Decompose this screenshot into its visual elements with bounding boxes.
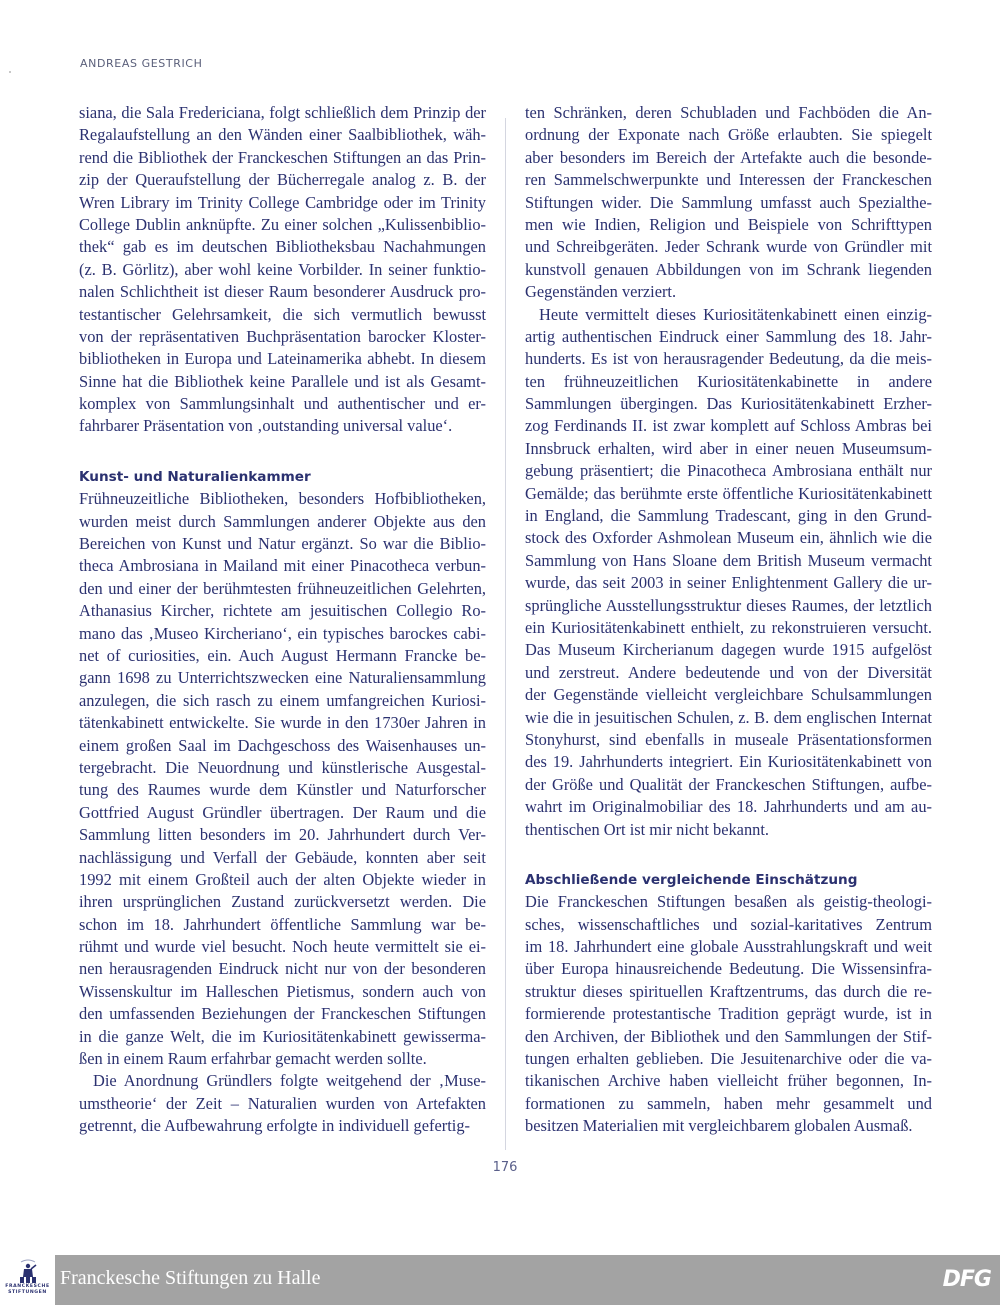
text-line: ren Sammelschwerpunkte und Interessen der Franckeschen: [525, 170, 932, 190]
paragraph: [79, 102, 486, 438]
text-line: schon im 18. Jahrhundert öffentliche Sammlung war be-: [79, 914, 486, 934]
text-line: Wissenskultur im Halleschen Pietismus, sondern auch von: [79, 981, 486, 1001]
text-line: tikanischen Archive haben vielleicht früher begonnen, In-: [525, 1071, 932, 1091]
text-line: rend die Bibliothek der Franckeschen Stiftungen an das Prin-: [79, 147, 486, 167]
footer-title: Franckesche Stiftungen zu Halle: [60, 1267, 321, 1289]
text-line: Stonyhurst, sind ebenfalls in museale Präsentationsformen: [525, 729, 932, 749]
text-line: formationen zu sammeln, haben mehr gesammelt und: [525, 1093, 932, 1113]
text-line: Gegenständen verziert.: [525, 282, 677, 302]
text-line: theca Ambrosiana in Mailand mit einer Pinacotheca verbun-: [79, 556, 486, 576]
text-line: nen herausragenden Eindruck nicht nur von der besonderen: [79, 959, 486, 979]
right-column: [525, 102, 932, 1138]
text-line: Bereichen von Kunst und Natur ergänzt. So war die Biblio-: [79, 534, 486, 554]
text-line: Stiftungen wider. Die Sammlung umfasst auch Spezialthe-: [525, 192, 932, 212]
text-line: Innsbruck erhalten, wird aber in einer neuen Museumsum-: [525, 438, 932, 458]
page-number: 176: [492, 1160, 518, 1175]
text-line: kunstvoll genauen Abbildungen von im Schrank liegenden: [525, 259, 932, 279]
text-line: ßen in einem Raum erfahrbar gemacht werden sollte.: [79, 1049, 427, 1069]
section-heading: Kunst- und Naturalienkammer: [79, 468, 311, 485]
section-heading: Abschließende vergleichende Einschätzung: [525, 871, 858, 888]
text-line: über Europa hinausreichende Bedeutung. Die Wissensinfra-: [525, 959, 932, 979]
text-line: tung des Raumes wurde dem Künstler und Naturforscher: [79, 780, 486, 800]
text-line: den umfassenden Beziehungen der Franckeschen Stiftungen: [79, 1004, 486, 1024]
left-column: [79, 102, 486, 1138]
text-line: nachlässigung und Verfall der Gebäude, konnten aber seit: [79, 847, 486, 867]
text-line: des 19. Jahrhunderts integriert. Ein Kuriositätenkabinett von: [525, 752, 932, 772]
paragraph: [79, 488, 486, 1070]
text-line: tätenkabinett entwickelte. Sie wurde in den 1730er Jahren in: [79, 713, 486, 733]
text-line: in die ganze Welt, die im Kuriositätenkabinett gewisserma-: [79, 1026, 486, 1046]
text-line: getrennt, die Aufbewahrung erfolgte in individuell gefertig-: [79, 1116, 470, 1136]
text-line: Das Museum Kircherianum dagegen wurde 1915 aufgelöst: [525, 640, 932, 660]
text-line: wahrt im Originalmobiliar des 18. Jahrhunderts und am au-: [525, 797, 932, 817]
text-line: gann 1698 zu Unterrichtszwecken eine Naturaliensammlung: [79, 668, 486, 688]
text-line: besitzen Materialien mit vergleichbarem globalen Ausmaß.: [525, 1116, 913, 1136]
text-line: Frühneuzeitliche Bibliotheken, besonders Hofbibliotheken,: [79, 489, 486, 509]
text-line: den Archiven, der Bibliothek und den Sammlungen der Stif-: [525, 1026, 932, 1046]
text-line: ten Schränken, deren Schubladen und Fachböden die An-: [525, 103, 932, 122]
text-line: tungen erhalten geblieben. Die Jesuitenarchive oder die va-: [525, 1049, 932, 1069]
text-line: Sammlungen übergingen. Das Kuriositätenkabinett Erzher-: [525, 394, 932, 414]
text-line: wurde, das seit 2003 in seiner Enlightenment Gallery die ur-: [525, 573, 932, 593]
text-line: im 18. Jahrhundert eine globale Ausstrahlungskraft und weit: [525, 937, 932, 957]
text-line: net of curiosities, ein. Auch August Hermann Francke be-: [79, 645, 486, 665]
text-line: hunderts. Es ist von herausragender Bedeutung, da die meis-: [525, 349, 932, 369]
text-line: wie die in jesuitischen Schulen, z. B. dem englischen Internat: [525, 707, 932, 727]
paragraph: [525, 102, 932, 304]
text-line: nalen Schlichtheit ist dieser Raum besonderer Ausdruck pro-: [79, 282, 486, 302]
text-line: von der repräsentativen Buchpräsentation barocker Kloster-: [79, 326, 486, 346]
text-line: Sinne hat die Bibliothek keine Parallele und ist als Gesamt-: [79, 371, 486, 391]
text-line: umstheorie‘ der Zeit – Naturalien wurden von Artefakten: [79, 1093, 486, 1113]
scan-speck: [9, 71, 11, 73]
text-line: und Schreibgeräten. Jeder Schrank wurde von Gründler mit: [525, 237, 932, 257]
text-line: den und einer der berühmtesten frühneuzeitlichen Gelehrten,: [79, 578, 486, 598]
text-line: anzulegen, die sich rasch zu einem umfangreichen Kuriosi-: [79, 690, 486, 710]
text-line: thek“ gab es im deutschen Bibliotheksbau Nachahmungen: [79, 237, 486, 257]
text-line: Gottfried August Gründler übertragen. Der Raum und die: [79, 802, 486, 822]
text-line: College Dublin anknüpfte. Zu einer solchen „Kulissenbiblio-: [79, 214, 486, 234]
text-line: Heute vermittelt dieses Kuriositätenkabinett einen einzig-: [539, 304, 932, 324]
text-line: Athanasius Kircher, richtete am jesuitischen Collegio Ro-: [79, 601, 486, 621]
footer-bar: [55, 1255, 1000, 1305]
text-line: Die Anordnung Gründlers folgte weitgehend der ‚Muse-: [93, 1071, 486, 1091]
text-line: fahrbarer Präsentation von ‚outstanding universal value‘.: [79, 416, 453, 436]
text-line: mano das ‚Museo Kircheriano‘, ein typisches barockes cabi-: [79, 623, 486, 643]
text-line: ein Kuriositätenkabinett enthielt, zu rekonstruieren versucht.: [525, 617, 932, 637]
text-line: Wren Library im Trinity College Cambridge oder im Trinity: [79, 192, 486, 212]
text-line: Die Franckeschen Stiftungen besaßen als geistig-theologi-: [525, 892, 932, 912]
text-line: sches, wissenschaftliches und sozial-karitatives Zentrum: [525, 914, 932, 934]
text-line: komplex von Sammlungsinhalt und authentischer und er-: [79, 394, 486, 414]
text-line: 1992 mit einem Großteil auch der alten Objekte wieder in: [79, 869, 486, 889]
text-line: der Gegenstände vielleicht vergleichbare Schulsammlungen: [525, 685, 932, 705]
statue-icon: [17, 1258, 39, 1284]
text-line: ihren ursprünglichen Zustand zurückversetzt werden. Die: [79, 892, 486, 912]
text-line: der Größe und Qualität der Franckeschen Stiftungen, aufbe-: [525, 774, 932, 794]
text-line: rühmt und wurde viel besucht. Noch heute vermittelt sie ei-: [79, 937, 486, 957]
text-line: bibliotheken in Europa und Lateinamerika abhebt. In diesem: [79, 349, 486, 369]
text-line: (z. B. Görlitz), aber wohl keine Vorbilder. In seiner funktio-: [79, 259, 486, 279]
text-line: ten frühneuzeitlichen Kuriositätenkabinette in andere: [525, 371, 932, 391]
text-line: Gemälde; das berühmte erste öffentliche Kuriositätenkabinett: [525, 483, 932, 503]
text-line: testantischer Gelehrsamkeit, die sich vermutlich bewusst: [79, 304, 486, 324]
text-line: thentischen Ort ist mir nicht bekannt.: [525, 819, 769, 839]
text-line: formierende protestantische Tradition geprägt wurde, ist in: [525, 1004, 932, 1024]
text-line: wurden meist durch Sammlungen anderer Objekte aus den: [79, 511, 486, 531]
paragraph: [525, 891, 932, 1137]
dfg-logo: DFG: [942, 1267, 991, 1292]
running-head: ANDREAS GESTRICH: [80, 57, 203, 70]
text-line: einem großen Saal im Dachgeschoss des Waisenhauses un-: [79, 735, 486, 755]
text-line: ordnung der Exponate nach Größe erlaubten. Sie spiegelt: [525, 125, 932, 145]
text-line: gebung präsentiert; die Pinacotheca Ambrosiana enthält nur: [525, 461, 932, 481]
text-line: Sammlung litten besonders im 20. Jahrhundert durch Ver-: [79, 825, 486, 845]
text-line: zip der Queraufstellung der Bücherregale analog z. B. der: [79, 170, 486, 190]
text-line: siana, die Sala Fredericiana, folgt schließlich dem Prinzip der: [79, 103, 486, 122]
paragraph: [525, 304, 932, 841]
text-line: stock des Oxforder Ashmolean Museum ein, ähnlich wie die: [525, 528, 932, 548]
text-line: struktur dieses spirituellen Kraftzentrums, das durch die re-: [525, 981, 932, 1001]
text-line: Regalaufstellung an den Wänden einer Saalbibliothek, wäh-: [79, 125, 486, 145]
text-line: in England, die Sammlung Tradescant, ging in den Grund-: [525, 506, 932, 526]
text-line: zog Ferdinands II. ist zwar komplett auf Schloss Ambras bei: [525, 416, 932, 436]
text-line: und zerstreut. Andere bedeutende und von der Diversität: [525, 662, 932, 682]
text-line: sprüngliche Ausstellungsstruktur dieses Raumes, der letztlich: [525, 595, 932, 615]
text-line: Sammlung von Hans Sloane dem British Museum vermacht: [525, 550, 932, 570]
paragraph: [79, 1070, 486, 1137]
text-line: artig authentischen Eindruck einer Sammlung des 18. Jahr-: [525, 326, 932, 346]
text-line: men wie Indien, Religion und Beispiele von Schrifttypen: [525, 214, 932, 234]
column-divider: [505, 118, 506, 1150]
text-line: tergebracht. Die Neuordnung und künstlerische Ausgestal-: [79, 757, 486, 777]
franckesche-stiftungen-logo: FRANCKESCHE STIFTUNGEN: [0, 1258, 55, 1305]
text-line: aber besonders im Bereich der Artefakte auch die besonde-: [525, 147, 932, 167]
